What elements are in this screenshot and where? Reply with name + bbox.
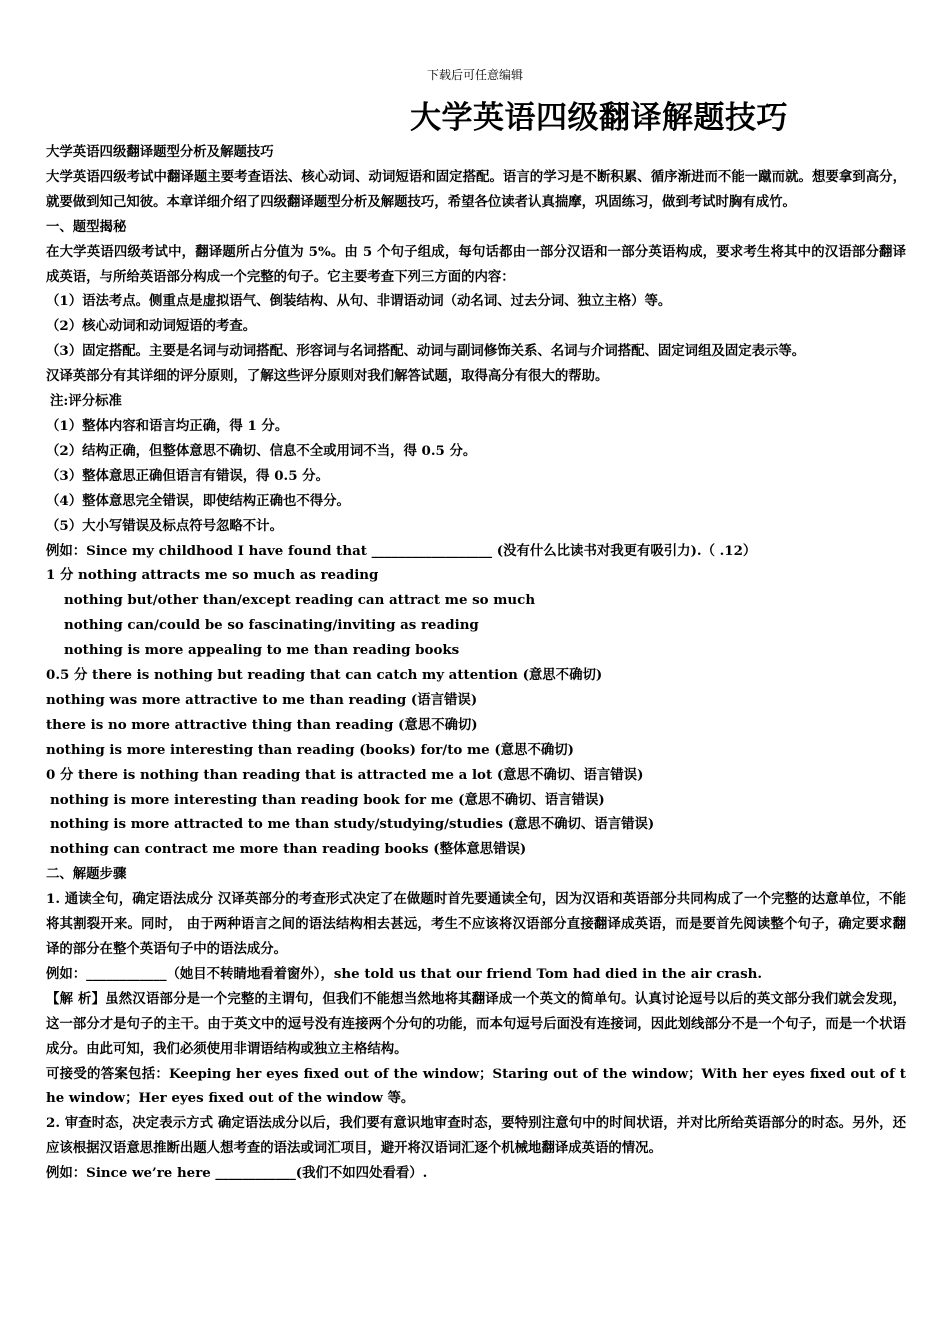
answer-0pt-alt-1: nothing is more interesting than reading book for me (意思不确切、语言错误): [50, 791, 605, 808]
analysis-paragraph: 【解 析】虽然汉语部分是一个完整的主谓句，但我们不能想当然地将其翻译成一个英文的简单句。认真讨论逗号以后的英文部分我们就会发现，这一部分才是句子的主干。由于英文中的逗号没有连接两个分句的功能，而本句逗号后面没有连接词，因此划线部分不是一个句子，而是一个状语成分。由此可知，我们必须使用非谓语结构或独立主格结构。: [46, 990, 906, 1057]
document-title: 大学英语四级翻译解题技巧: [410, 100, 788, 136]
scoring-intro: 汉译英部分有其详细的评分原则，了解这些评分原则对我们解答试题，取得高分有很大的帮助。: [46, 368, 609, 385]
answer-half-pt-alt-1: nothing was more attractive to me than reading (语言错误): [46, 691, 478, 708]
subtitle-line: 大学英语四级翻译题型分析及解题技巧: [46, 144, 274, 160]
answer-1pt-alt-2: nothing can/could be so fascinating/inviting as reading: [64, 617, 479, 634]
answer-half-pt: 0.5 分 there is nothing but reading that can catch my attention (意思不确切): [46, 667, 603, 684]
scoring-item-2: （2）结构正确，但整体意思不确切、信息不全或用词不当，得 0.5 分。: [46, 442, 477, 459]
answer-0pt-alt-3: nothing can contract me more than reading books (整体意思错误): [50, 841, 527, 858]
document-body: [46, 140, 906, 1186]
section-heading-1: 一、题型揭秘: [46, 218, 127, 235]
section-heading-2: 二、解题步骤: [46, 866, 127, 883]
list-item-3: （3）固定搭配。主要是名词与动词搭配、形容词与名词搭配、动词与副词修饰关系、名词与介词搭配、固定词组及固定表示等。: [46, 343, 806, 360]
scoring-heading: 注:评分标准: [50, 393, 122, 410]
scoring-item-3: （3）整体意思正确但语言有错误，得 0.5 分。: [46, 467, 329, 484]
scoring-item-5: （5）大小写错误及标点符号忽略不计。: [46, 517, 283, 534]
answer-half-pt-alt-2: there is no more attractive thing than reading (意思不确切): [46, 716, 478, 733]
header-note: 下载后可任意编辑: [426, 68, 523, 82]
step-1-paragraph: 1. 通读全句，确定语法成分 汉译英部分的考查形式决定了在做题时首先要通读全句，因为汉语和英语部分共同构成了一个完整的达意单位，不能将其割裂开来。同时， 由于两种语言之间的语法结构相去甚远，考生不应该将汉语部分直接翻译成英语，而是要首先阅读整个句子，确定要求翻译的部分在整个英语句子中的语法成分。: [46, 891, 906, 957]
answer-0pt: 0 分 there is nothing than reading that is attracted me a lot (意思不确切、语言错误): [46, 766, 644, 783]
intro-paragraph: 大学英语四级考试中翻译题主要考查语法、核心动词、动词短语和固定搭配。语言的学习是不断积累、循序渐进而不能一蹴而就。想要拿到高分，就要做到知己知彼。本章详细介绍了四级翻译题型分析及解题技巧，希望各位读者认真揣摩，巩固练习，做到考试时胸有成竹。: [46, 168, 906, 210]
answer-0pt-alt-2: nothing is more attracted to me than study/studying/studies (意思不确切、语言错误): [50, 816, 655, 833]
scoring-item-4: （4）整体意思完全错误，即使结构正确也不得分。: [46, 492, 350, 509]
step-1-example: 例如：____________（她目不转睛地看着窗外），she told us that our friend Tom had died in the air crash.: [46, 965, 763, 982]
step-2-paragraph: 2. 审查时态，决定表示方式 确定语法成分以后，我们要有意识地审查时态，要特别注意句中的时间状语，并对比所给英语部分的时态。另外，还应该根据汉语意思推断出题人想考查的语法或词汇项目，避开将汉语词汇逐个机械地翻译成英语的情况。: [46, 1115, 906, 1157]
answer-half-pt-alt-3: nothing is more interesting than reading (books) for/to me (意思不确切): [46, 741, 574, 758]
section-1-paragraph: 在大学英语四级考试中，翻译题所占分值为 5%。由 5 个句子组成，每句话都由一部分汉语和一部分英语构成，要求考生将其中的汉语部分翻译成英语，与所给英语部分构成一个完整的句子。它主要考查下列三方面的内容：: [46, 243, 906, 285]
list-item-2: （2）核心动词和动词短语的考查。: [46, 318, 257, 335]
answer-1pt: 1 分 nothing attracts me so much as reading: [46, 567, 379, 584]
example-line: 例如：Since my childhood I have found that __________________ (没有什么比读书对我更有吸引力).（ .12）: [46, 542, 757, 559]
acceptable-answers: 可接受的答案包括：Keeping her eyes fixed out of the window；Staring out of the window；With her eyes fixed out of the window；Her eyes fixed out of the window 等。: [46, 1065, 906, 1107]
list-item-1: （1）语法考点。侧重点是虚拟语气、倒装结构、从句、非谓语动词（动名词、过去分词、独立主格）等。: [46, 293, 672, 310]
step-2-example: 例如：Since we’re here ____________(我们不如四处看看）.: [46, 1165, 428, 1182]
answer-1pt-alt-3: nothing is more appealing to me than reading books: [64, 642, 460, 659]
answer-1pt-alt-1: nothing but/other than/except reading can attract me so much: [64, 592, 536, 609]
scoring-item-1: （1）整体内容和语言均正确，得 1 分。: [46, 417, 289, 434]
